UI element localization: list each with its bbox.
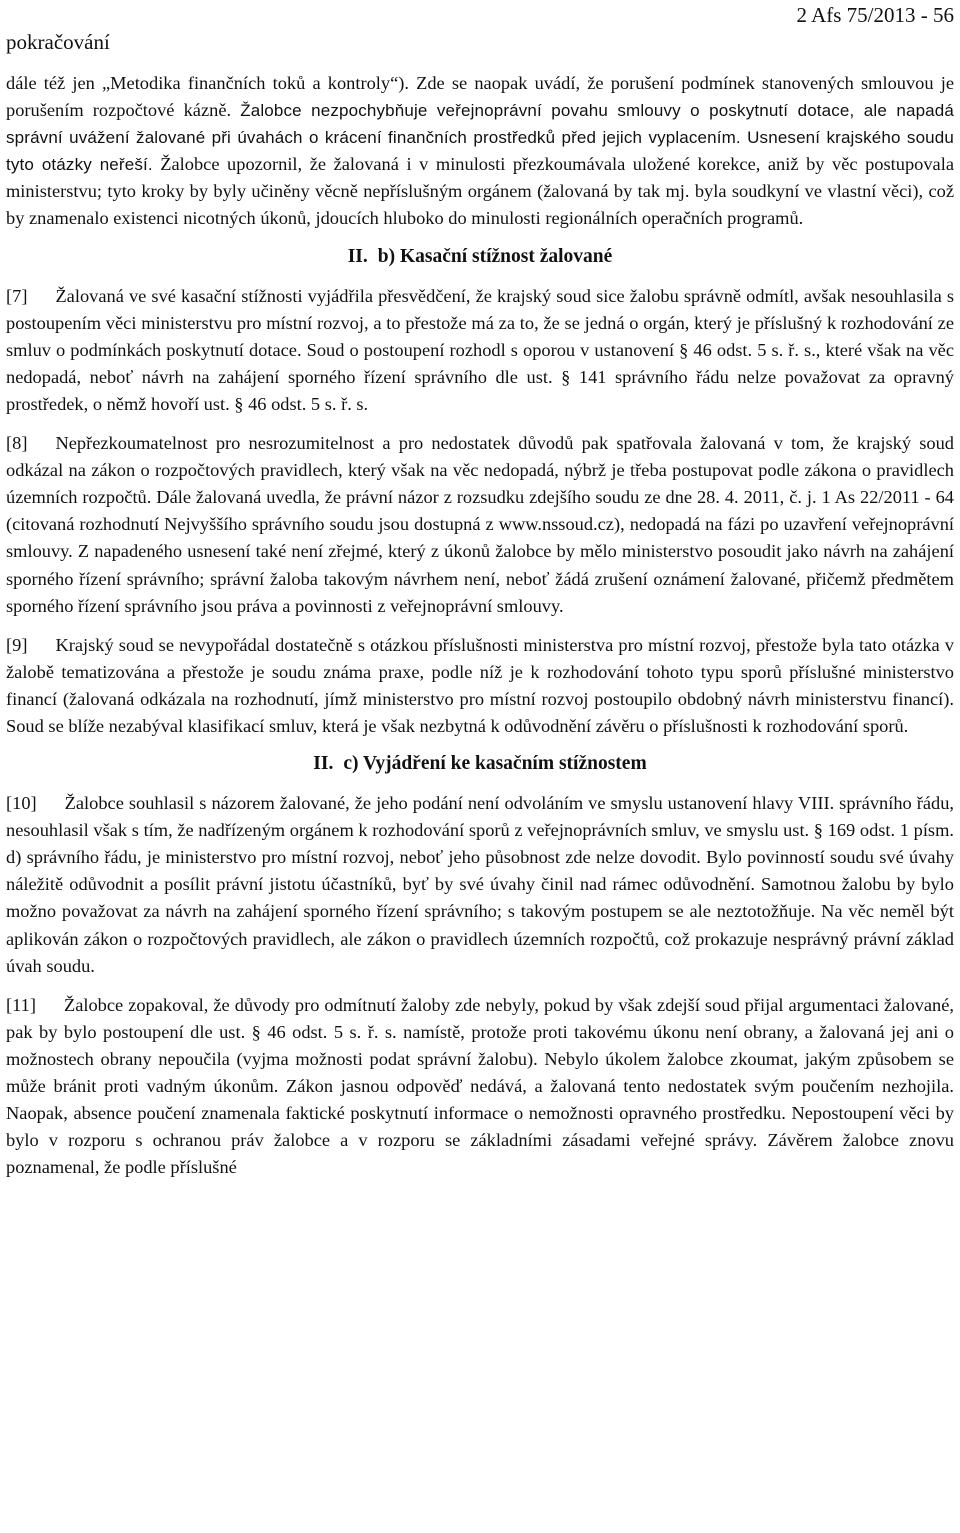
section-title: b) Kasační stížnost žalované xyxy=(377,245,613,267)
intro-paragraph xyxy=(6,70,954,233)
section-heading-b xyxy=(6,243,954,271)
paragraph-11 xyxy=(6,992,954,1182)
section-number: II. xyxy=(313,753,334,775)
intro-text-1: dále též jen „Metodika finančních toků a kontroly“). Zde se naopak uvádí, že porušení podmínek stanovených smlouvou je porušením rozpočtové kázně. xyxy=(6,73,954,121)
paragraph-7 xyxy=(6,283,954,418)
paragraph-text: Žalobce souhlasil s názorem žalované, že jeho podání není odvoláním ve smyslu ustanovení hlavy VIII. správního řádu, nesouhlasil však s tím, že nadřízeným orgánem k rozhodování sporů z veřejnoprávních smluv, ve smyslu ust. § 169 odst. 1 písm. d) správního řádu, je ministerstvo pro místní rozvoj, neboť jeho působnost zde nelze dovodit. Bylo povinností soudu své úvahy náležitě odůvodnit a posílit právní jistotu účastníků, byť by své úvahy činil nad rámec odůvodnění. Samotnou žalobu by bylo možno považovat za návrh na zahájení sporného řízení správního; s takovým postupem se ale neztotožňuje. Na věc neměl být aplikován zákon o rozpočtových pravidlech, ale zákon o pravidlech územních rozpočtů, což prokazuje nesprávný právní základ úvah soudu. xyxy=(6,793,954,976)
section-heading-c xyxy=(6,750,954,778)
paragraph-text: Krajský soud se nevypořádal dostatečně s otázkou příslušnosti ministerstva pro místní rozvoj, přestože byla tato otázka v žalobě tematizována a přestože je soudu známa praxe, podle níž je k rozhodování tohoto typu sporů příslušné ministerstvo financí (žalovaná odkázala na rozhodnutí, jímž ministerstvo pro místní rozvoj postoupilo obdobný návrh ministerstvu financí). Soud se blíže nezabýval klasifikací smluv, která je však nezbytná k odůvodnění závěru o příslušnosti k rozhodování sporů. xyxy=(6,634,954,736)
intro-text-2: Žalobce nezpochybňuje veřejnoprávní povahu smlouvy o poskytnutí dotace, ale napadá správní uvážení žalované při úvahách o krácení finančních prostředků před jejich vyplacením. Usnesení krajského soudu tyto otázky neřeší. xyxy=(6,101,954,175)
paragraph-9 xyxy=(6,632,954,740)
paragraph-8 xyxy=(6,430,954,620)
paragraph-text: Žalovaná ve své kasační stížnosti vyjádřila přesvědčení, že krajský soud sice žalobu správně odmítl, avšak nesouhlasila s postoupením věci ministerstvu pro místní rozvoj, a to přestože má za to, že se jedná o orgán, který je příslušný k rozhodování ze smluv o podmínkách poskytnutí dotace. Soud o postoupení rozhodl s oporou v ustanovení § 46 odst. 5 s. ř. s., které však na věc nedopadá, neboť návrh na zahájení sporného řízení správního dle ust. § 141 správního řádu nelze považovat za opravný prostředek, o němž hovoří ust. § 46 odst. 5 s. ř. s. xyxy=(6,285,954,414)
continuation-label: pokračování xyxy=(6,30,110,54)
paragraph-text: Nepřezkoumatelnost pro nesrozumitelnost a pro nedostatek důvodů pak spatřovala žalovaná v tom, že krajský soud odkázal na zákon o rozpočtových pravidlech, který však na věc nedopadá, nýbrž je třeba postupovat podle zákona o pravidlech územních rozpočtů. Dále žalovaná uvedla, že právní názor z rozsudku zdejšího soudu ze dne 28. 4. 2011, č. j. 1 As 22/2011 - 64 (citovaná rozhodnutí Nejvyššího správního soudu jsou dostupná z www.nssoud.cz), nedopadá na fázi po uzavření veřejnoprávní smlouvy. Z napadeného usnesení také není zřejmé, který z úkonů žalobce by mělo ministerstvo posoudit jako návrh na zahájení sporného řízení správního; správní žaloba takovým návrhem není, neboť žádá zrušení oznámení žalované, přičemž předmětem sporného řízení správního jsou práva a povinnosti z veřejnoprávní smlouvy. xyxy=(6,433,954,616)
section-number: II. xyxy=(347,245,368,267)
section-title: c) Vyjádření ke kasačním stížnostem xyxy=(343,753,647,775)
paragraph-text: Žalobce zopakoval, že důvody pro odmítnutí žaloby zde nebyly, pokud by však zdejší soud přijal argumentaci žalované, pak by bylo postoupení dle ust. § 46 odst. 5 s. ř. s. namístě, protože proti takovému úkonu není obrany, a žalovaná jej ani o možnostech obrany nepoučila (vyjma možnosti podat správní žalobu). Nebylo úkolem žalobce zkoumat, jakým způsobem se může bránit proti vadným úkonům. Zákon jasnou odpověď nedává, a žalovaná tento nedostatek svým poučením nezhojila. Naopak, absence poučení znamenala faktické poskytnutí informace o nemožnosti opravného prostředku. Nepostoupení věci by bylo v rozporu s ochranou práv žalobce a v rozporu se základními zásadami veřejné správy. Závěrem žalobce znovu poznamenal, že podle příslušné xyxy=(6,994,954,1178)
paragraph-number: [8] xyxy=(6,433,28,454)
paragraph-number: [7] xyxy=(6,285,28,306)
paragraph-10 xyxy=(6,790,954,980)
paragraph-number: [9] xyxy=(6,634,28,655)
case-number: 2 Afs 75/2013 - 56 xyxy=(796,3,954,27)
paragraph-number: [11] xyxy=(6,994,36,1015)
document-body xyxy=(6,70,954,1181)
intro-text-3: Žalobce upozornil, že žalovaná i v minulosti přezkoumávala uložené korekce, aniž by věc postupovala ministerstvu; tyto kroky by byly učiněny věcně nepříslušným orgánem (žalovaná by tak mj. byla soudkyní ve vlastní věci), což by znamenalo existenci nicotných úkonů, jdoucích hluboko do minulosti regionálních operačních programů. xyxy=(6,154,954,229)
paragraph-number: [10] xyxy=(6,793,37,814)
